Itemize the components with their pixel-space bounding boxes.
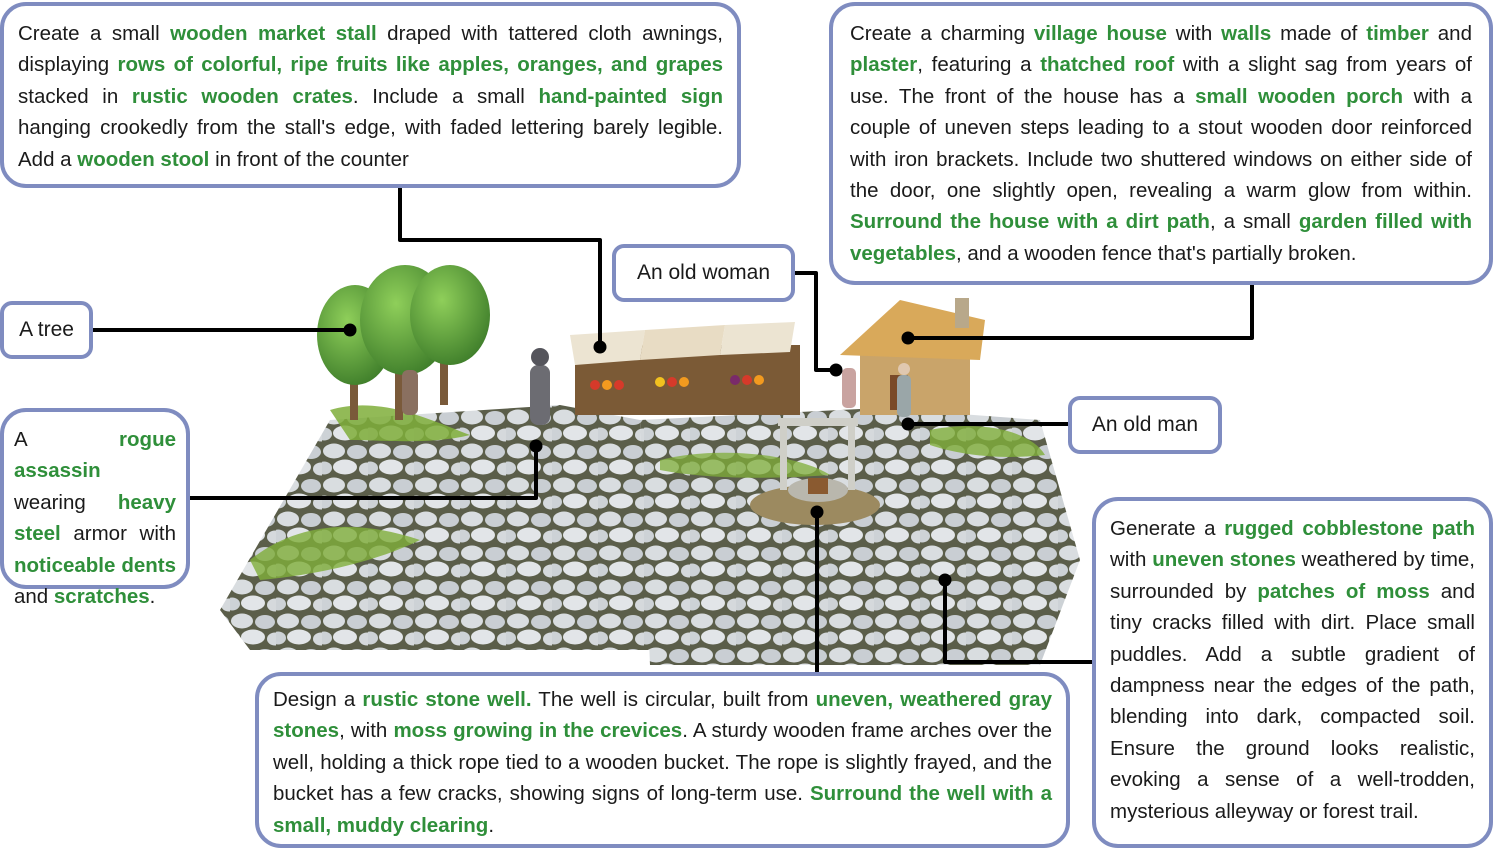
callout-village-house bbox=[829, 2, 1493, 285]
highlight-phrase: hand-painted sign bbox=[538, 84, 723, 108]
market-stall bbox=[570, 322, 800, 415]
callout-market-stall bbox=[0, 2, 741, 188]
callout-stone-well-text bbox=[273, 684, 1052, 841]
text-segment: , and a wooden fence that's partially broken. bbox=[955, 241, 1357, 265]
highlight-phrase: rows of colorful, ripe fruits like apples, oranges, and grapes bbox=[117, 53, 723, 77]
callout-stone-well bbox=[255, 672, 1070, 848]
highlight-phrase: rustic stone well. bbox=[362, 688, 532, 711]
highlight-phrase: walls bbox=[1221, 22, 1272, 45]
text-segment: in front of the counter bbox=[209, 147, 409, 171]
highlight-phrase: plaster bbox=[850, 53, 918, 77]
highlight-phrase: thatched roof bbox=[1040, 53, 1175, 77]
text-segment: . bbox=[488, 813, 495, 837]
village-house bbox=[840, 298, 985, 415]
text-segment: armor with bbox=[60, 522, 176, 546]
highlight-phrase: village house bbox=[1033, 22, 1167, 45]
cobblestone-ground bbox=[220, 405, 1080, 665]
highlight-phrase: patches of moss bbox=[1257, 579, 1430, 603]
callout-rogue-assassin-text bbox=[14, 424, 176, 612]
highlight-phrase: rogue assassin bbox=[14, 428, 176, 483]
highlight-phrase: wooden market stall bbox=[170, 22, 377, 45]
text-segment: hanging crookedly from the stall's edge, with faded lettering barely legible. Add a bbox=[18, 116, 723, 171]
text-segment: with a couple of uneven steps leading to a stout wooden door reinforced with iron brackets. Include two shuttered windows on either side of the door, one slightly open, revealing a warm glow from within. bbox=[850, 84, 1472, 203]
highlight-phrase: rugged cobblestone path bbox=[1224, 517, 1476, 540]
highlight-phrase: moss growing in the crevices bbox=[393, 719, 683, 743]
text-segment: Create a small bbox=[18, 22, 171, 45]
highlight-phrase: timber bbox=[1366, 22, 1429, 45]
callout-village-house-text bbox=[850, 18, 1472, 269]
highlight-phrase: heavy steel bbox=[14, 490, 176, 546]
callout-cobblestone bbox=[1092, 497, 1493, 848]
text-segment: and bbox=[1428, 22, 1472, 45]
callout-rogue-assassin bbox=[0, 408, 190, 609]
label-old-woman bbox=[612, 244, 795, 302]
text-segment: made of bbox=[1271, 22, 1367, 45]
label-old-man-text: An old man bbox=[1091, 413, 1199, 436]
highlight-phrase: scratches bbox=[53, 585, 150, 609]
text-segment: with bbox=[1166, 22, 1222, 45]
text-segment: with bbox=[1110, 548, 1153, 572]
text-segment: weathered by time, surrounded by bbox=[1110, 548, 1475, 603]
text-segment: , a small bbox=[1209, 210, 1299, 234]
text-segment: The well is circular, built from bbox=[531, 688, 816, 711]
text-segment: A bbox=[14, 428, 120, 451]
callout-market-stall-text bbox=[18, 18, 723, 175]
highlight-phrase: rustic wooden crates bbox=[131, 84, 353, 108]
text-segment: . bbox=[149, 585, 156, 609]
text-segment: , featuring a bbox=[917, 53, 1041, 77]
text-segment: stacked in bbox=[18, 84, 132, 108]
highlight-phrase: Surround the well with a small, muddy clearing bbox=[273, 782, 1052, 837]
label-tree bbox=[0, 301, 93, 359]
text-segment: and tiny cracks filled with dirt. Place small puddles. Add a subtle gradient of dampness near the edges of the path, blending into dark, compacted soil. Ensure the ground looks realistic, evoking a sense of a well-trodden, mysterious alleyway or forest trail. bbox=[1110, 579, 1475, 823]
highlight-phrase: garden filled with vegetables bbox=[850, 210, 1472, 265]
text-segment: . Include a small bbox=[352, 84, 539, 108]
text-segment: Create a charming bbox=[850, 22, 1034, 45]
text-segment: and bbox=[14, 585, 54, 609]
highlight-phrase: small wooden porch bbox=[1195, 84, 1404, 108]
text-segment: Generate a bbox=[1110, 517, 1225, 540]
highlight-phrase: wooden stool bbox=[77, 147, 210, 171]
text-segment: , with bbox=[339, 719, 394, 743]
text-segment: draped with tattered cloth awnings, displaying bbox=[18, 22, 723, 77]
highlight-phrase: Surround the house with a dirt path bbox=[850, 210, 1210, 234]
text-segment: with a slight sag from years of use. The front of the house has a bbox=[850, 53, 1472, 108]
label-old-woman-text: An old woman bbox=[636, 261, 771, 284]
highlight-phrase: noticeable dents bbox=[14, 553, 176, 577]
text-segment: . A sturdy wooden frame arches over the well, holding a thick rope tied to a wooden bucket. The rope is slightly frayed, and the bucket has a few cracks, showing signs of long-term use. bbox=[273, 719, 1053, 806]
highlight-phrase: uneven, weathered gray stones bbox=[273, 688, 1052, 743]
text-segment: wearing bbox=[14, 490, 118, 514]
highlight-phrase: uneven stones bbox=[1152, 548, 1296, 572]
label-tree-text: A tree bbox=[19, 318, 74, 341]
callout-cobblestone-text bbox=[1110, 513, 1475, 827]
label-old-man bbox=[1068, 396, 1222, 454]
text-segment: Design a bbox=[273, 688, 363, 711]
